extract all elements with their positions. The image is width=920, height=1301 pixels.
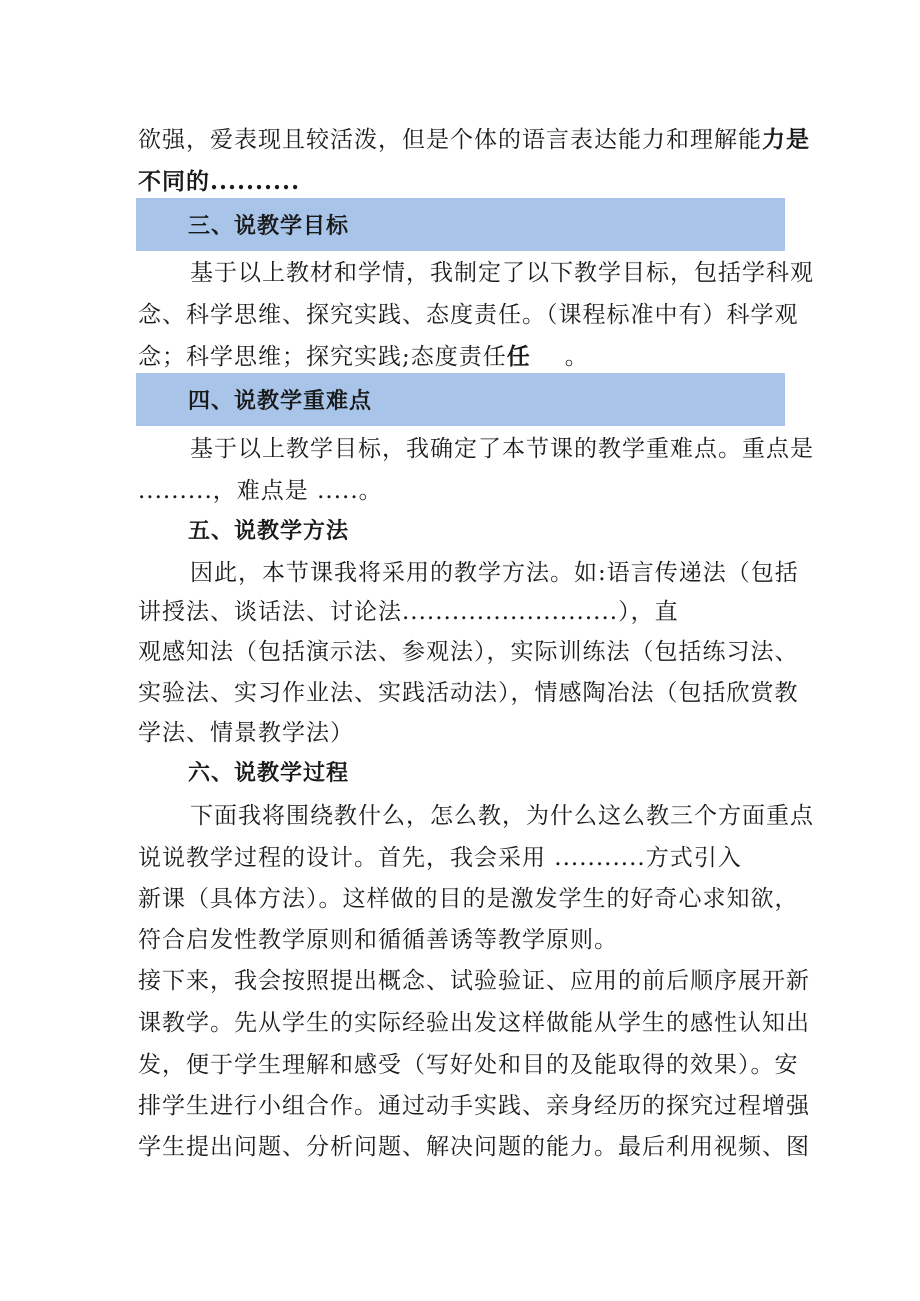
- section-6-line-4: 符合启发性教学原则和循循善诱等教学原则。: [138, 927, 618, 953]
- section-6-line-6: 课教学。先从学生的实际经验出发这样做能从学生的感性认知出: [138, 1010, 810, 1036]
- section-5-line-5: 学法、情景教学法）: [138, 720, 354, 746]
- section-6-line-9: 学生提出问题、分析问题、解决问题的能力。最后利用视频、图: [138, 1134, 810, 1160]
- section-4-heading: 四、说教学重难点: [188, 389, 373, 414]
- section-5-line-2: 讲授法、谈话法、讨论法..........................），直: [138, 599, 679, 625]
- section-3-heading: 三、说教学目标: [188, 214, 350, 239]
- section-4-line-2: .........，难点是 .....。: [138, 478, 383, 504]
- section-5-line-4: 实验法、实习作业法、实践活动法），情感陶冶法（包括欣赏教: [138, 680, 799, 706]
- section-3-line-2: 念、科学思维、探究实践、态度责任。（课程标准中有）科学观: [138, 302, 799, 328]
- section-3-line-3-end: 。: [564, 344, 589, 370]
- intro-line-1-text: 欲强，爱表现且较活泼，但是个体的语言表达能力和理解能: [138, 127, 762, 153]
- section-6-line-1: 下面我将围绕教什么，怎么教，为什么这么教三个方面重点: [190, 803, 814, 829]
- section-5-line-1: 因此，本节课我将采用的教学方法。如:语言传递法（包括: [190, 560, 799, 586]
- section-3-line-3-bold: 任: [506, 343, 531, 370]
- intro-line-1-bold: 力是: [762, 126, 810, 153]
- section-3-line-3-text: 念；科学思维；探究实践;态度责任: [138, 344, 507, 370]
- section-4-line-1: 基于以上教学目标，我确定了本节课的教学重难点。重点是: [190, 436, 814, 462]
- intro-line-1: [138, 125, 810, 155]
- section-5-heading: 五、说教学方法: [188, 519, 350, 544]
- section-6-line-3: 新课（具体方法）。这样做的目的是激发学生的好奇心求知欲，: [138, 886, 799, 912]
- section-6-line-2: 说说教学过程的设计。首先，我会采用 ...........方式引入: [138, 845, 742, 871]
- section-3-line-1: 基于以上教材和学情，我制定了以下教学目标，包括学科观: [190, 260, 814, 286]
- section-5-line-3: 观感知法（包括演示法、参观法），实际训练法（包括练习法、: [138, 639, 799, 665]
- section-6-line-8: 排学生进行小组合作。通过动手实践、亲身经历的探究过程增强: [138, 1093, 810, 1119]
- section-6-heading: 六、说教学过程: [188, 761, 350, 786]
- intro-line-2: 不同的..........: [138, 168, 301, 195]
- section-6-line-5: 接下来，我会按照提出概念、试验验证、应用的前后顺序展开新: [138, 968, 810, 994]
- section-3-line-3: [138, 342, 589, 372]
- section-6-line-7: 发，便于学生理解和感受（写好处和目的及能取得的效果）。安: [138, 1052, 799, 1078]
